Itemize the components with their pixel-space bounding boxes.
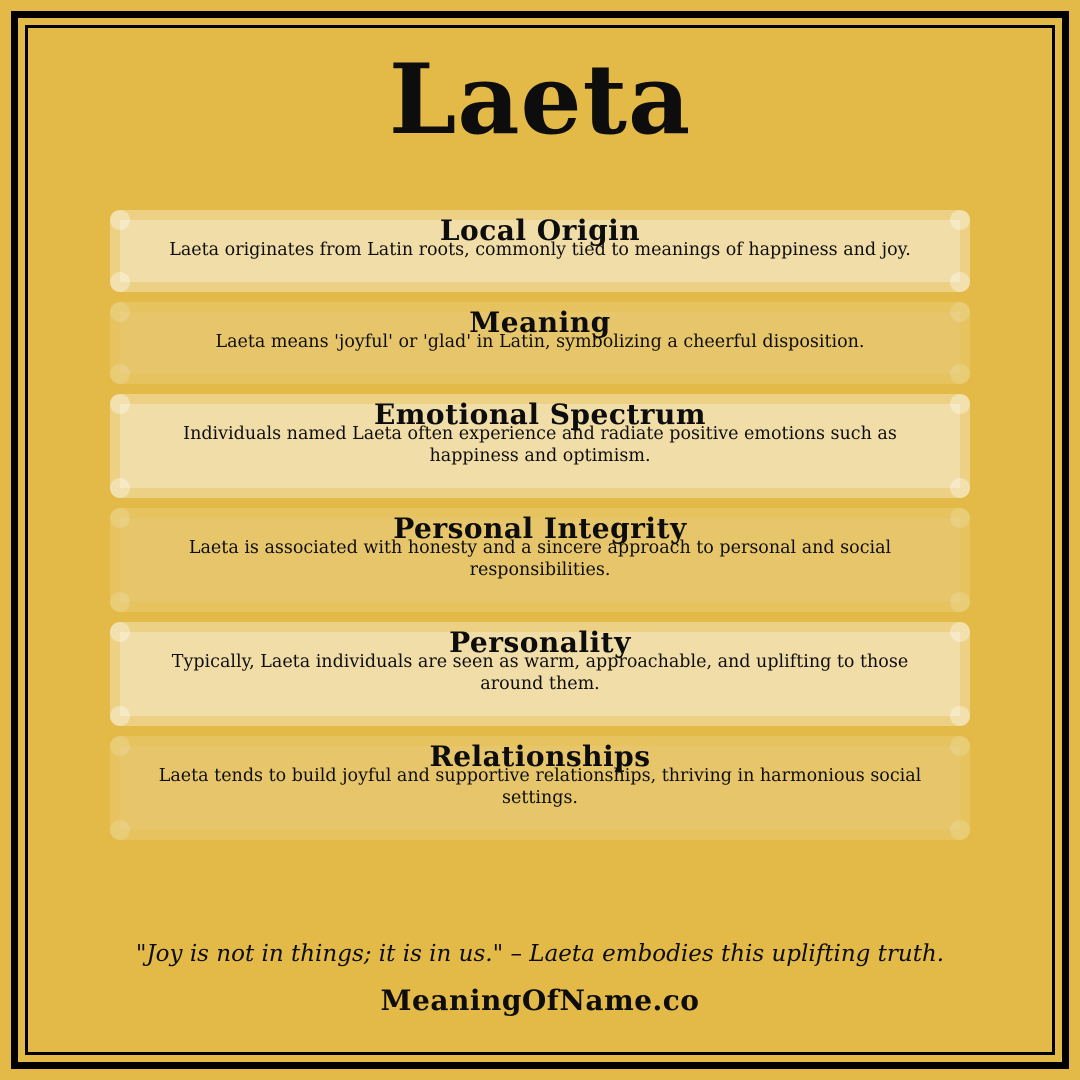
card-text: Individuals named Laeta often experience and radiate positive emotions such as happiness and optimism.: [183, 424, 897, 466]
corner-dot-icon: [110, 364, 130, 384]
corner-dot-icon: [950, 820, 970, 840]
card-title: Emotional Spectrum: [373, 398, 707, 431]
corner-dot-icon: [110, 592, 130, 612]
card-text: Typically, Laeta individuals are seen as warm, approachable, and uplifting to those around them.: [171, 652, 909, 694]
corner-dot-icon: [950, 478, 970, 498]
corner-dot-icon: [110, 272, 130, 292]
brand-name: MeaningOfName.co: [380, 984, 700, 1017]
corner-dot-icon: [110, 478, 130, 498]
corner-dot-icon: [110, 706, 130, 726]
corner-dot-icon: [110, 820, 130, 840]
corner-dot-icon: [950, 706, 970, 726]
card-text: Laeta is associated with honesty and a sincere approach to personal and social responsibilities.: [188, 538, 892, 580]
card-personality: [110, 622, 970, 726]
card-title: Local Origin: [439, 214, 641, 247]
card-title: Meaning: [469, 306, 611, 339]
corner-dot-icon: [950, 272, 970, 292]
quote: "Joy is not in things; it is in us." – Laeta embodies this uplifting truth.: [135, 941, 945, 967]
corner-dot-icon: [950, 592, 970, 612]
corner-dot-icon: [950, 364, 970, 384]
card-title: Personal Integrity: [393, 512, 687, 545]
card-title: Personality: [449, 626, 631, 659]
card-personal-integrity: [110, 508, 970, 612]
card-relationships: [110, 736, 970, 840]
card-title: Relationships: [429, 740, 651, 773]
card-text: Laeta means 'joyful' or 'glad' in Latin, symbolizing a cheerful disposition.: [215, 332, 865, 352]
card-meaning: [110, 302, 970, 384]
name-title: Laeta: [388, 43, 692, 156]
card-emotional-spectrum: [110, 394, 970, 498]
card-text: Laeta originates from Latin roots, commonly tied to meanings of happiness and joy.: [169, 240, 911, 260]
card-local-origin: [110, 210, 970, 292]
card-text: Laeta tends to build joyful and supportive relationships, thriving in harmonious social settings.: [158, 766, 922, 808]
